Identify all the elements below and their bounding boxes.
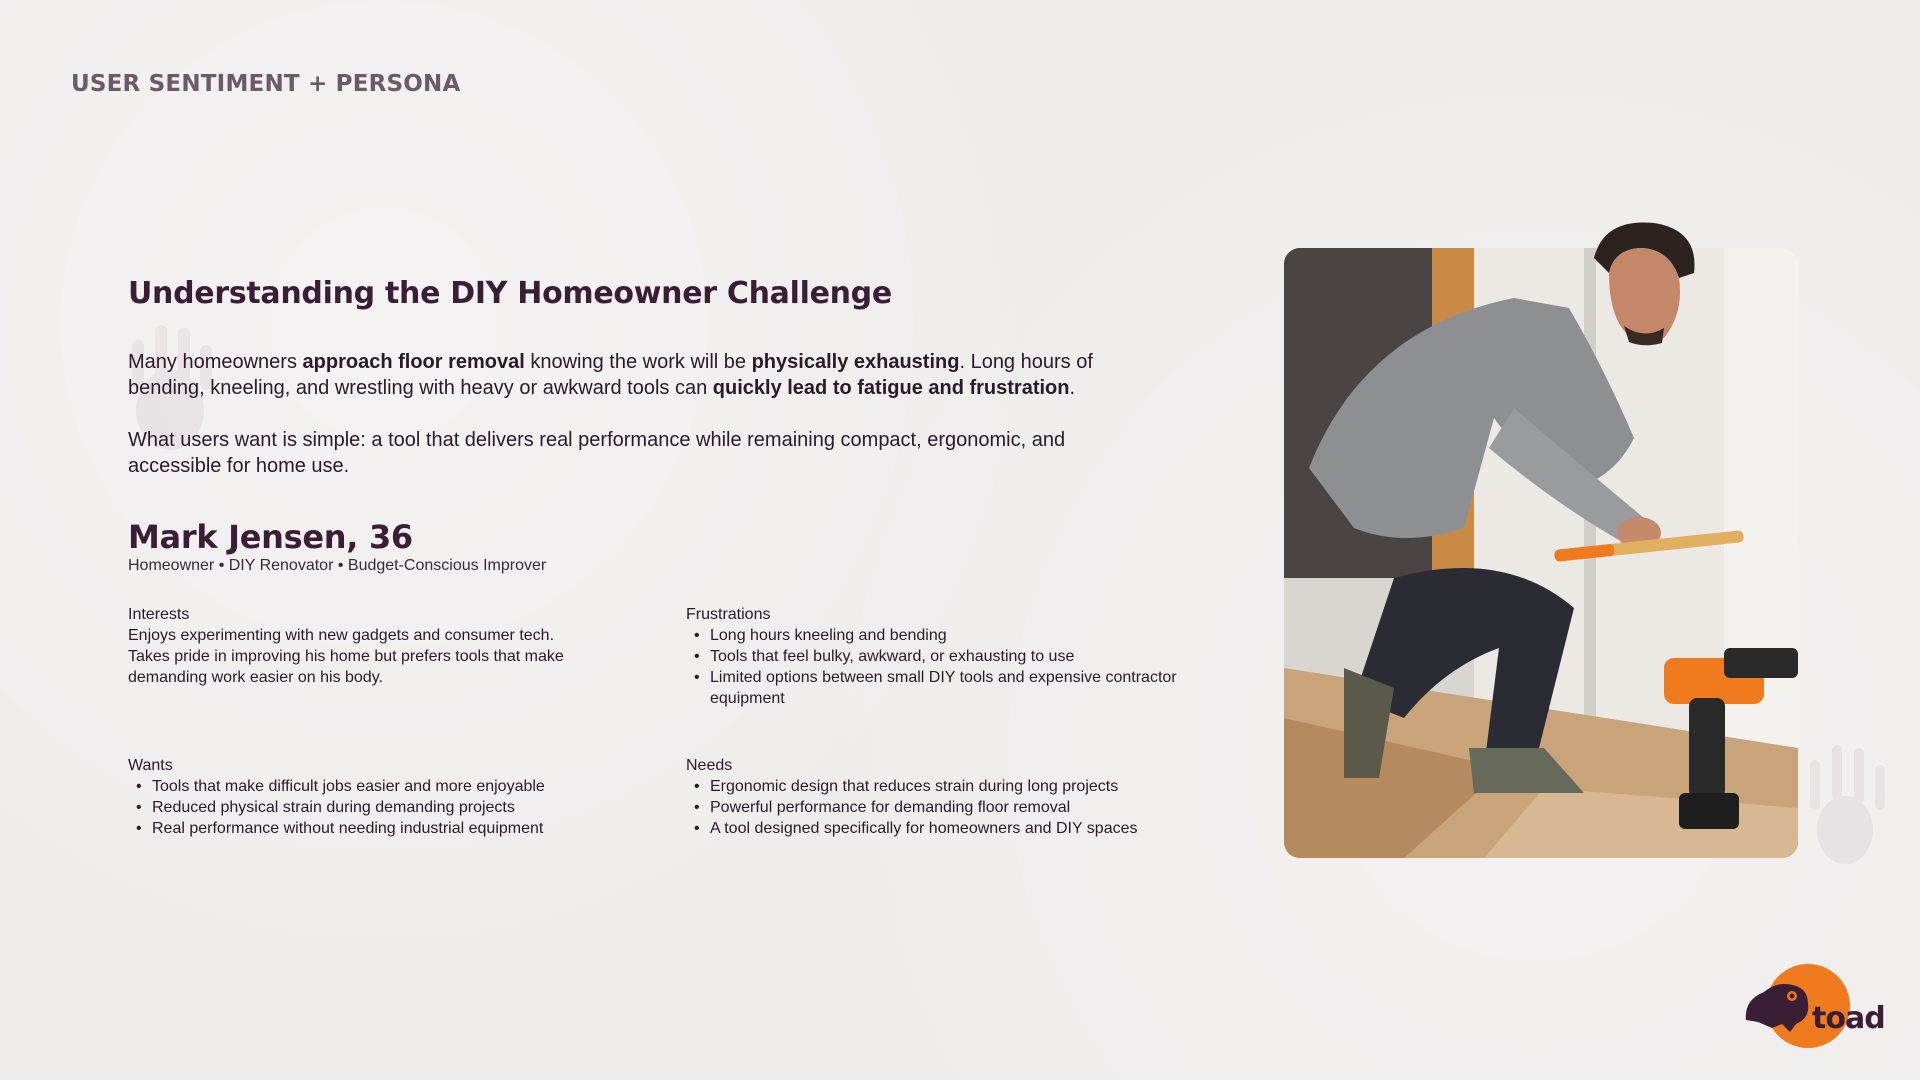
needs-title: Needs bbox=[686, 757, 733, 774]
interests-block bbox=[128, 604, 686, 709]
main-content bbox=[128, 276, 1208, 839]
frustrations-block bbox=[686, 604, 1206, 709]
toad-logo bbox=[1738, 962, 1885, 1052]
frustrations-list bbox=[686, 625, 1206, 709]
persona-details bbox=[128, 604, 1208, 839]
summary-paragraph: What users want is simple: a tool that delivers real performance while remaining compact, ergonomic, and accessible for home use. bbox=[128, 429, 1066, 477]
persona-name: Mark Jensen, 36 bbox=[128, 518, 413, 556]
persona-photo bbox=[1284, 218, 1798, 858]
list-item: • Reduced physical strain during demanding projects bbox=[128, 797, 686, 818]
interests-title: Interests bbox=[128, 606, 190, 623]
intro-paragraph: Many homeowners approach floor removal knowing the work will be physically exhausting. Long hours of bending, kneeling, and wrestling with heavy or awkward tools can quickly lead to fatigue and frustration. bbox=[128, 351, 1093, 399]
wants-block bbox=[128, 755, 686, 839]
persona-head bbox=[1584, 218, 1704, 348]
list-item: • Tools that make difficult jobs easier and more enjoyable bbox=[128, 776, 686, 797]
list-item: • Tools that feel bulky, awkward, or exhausting to use bbox=[686, 646, 1206, 667]
needs-list bbox=[686, 776, 1206, 839]
list-item: • Long hours kneeling and bending bbox=[686, 625, 1206, 646]
wants-title: Wants bbox=[128, 757, 173, 774]
list-item: • Limited options between small DIY tools and expensive contractor equipment bbox=[686, 667, 1206, 709]
list-item: • A tool designed specifically for homeowners and DIY spaces bbox=[686, 818, 1206, 839]
section-label: USER SENTIMENT + PERSONA bbox=[71, 71, 461, 97]
interests-text: Enjoys experimenting with new gadgets and consumer tech. Takes pride in improving his home but prefers tools that make demanding work easier on his body. bbox=[128, 627, 564, 686]
wants-list bbox=[128, 776, 686, 839]
list-item: • Real performance without needing industrial equipment bbox=[128, 818, 686, 839]
needs-block bbox=[686, 755, 1206, 839]
logo-text: toad bbox=[1812, 1001, 1885, 1036]
persona-tags: Homeowner • DIY Renovator • Budget-Conscious Improver bbox=[128, 557, 547, 574]
handprint-decoration-icon bbox=[1780, 720, 1910, 900]
list-item: • Powerful performance for demanding floor removal bbox=[686, 797, 1206, 818]
list-item: • Ergonomic design that reduces strain during long projects bbox=[686, 776, 1206, 797]
frustrations-title: Frustrations bbox=[686, 606, 771, 623]
persona-photo-card bbox=[1284, 248, 1798, 858]
page-title: Understanding the DIY Homeowner Challenge bbox=[128, 276, 892, 311]
